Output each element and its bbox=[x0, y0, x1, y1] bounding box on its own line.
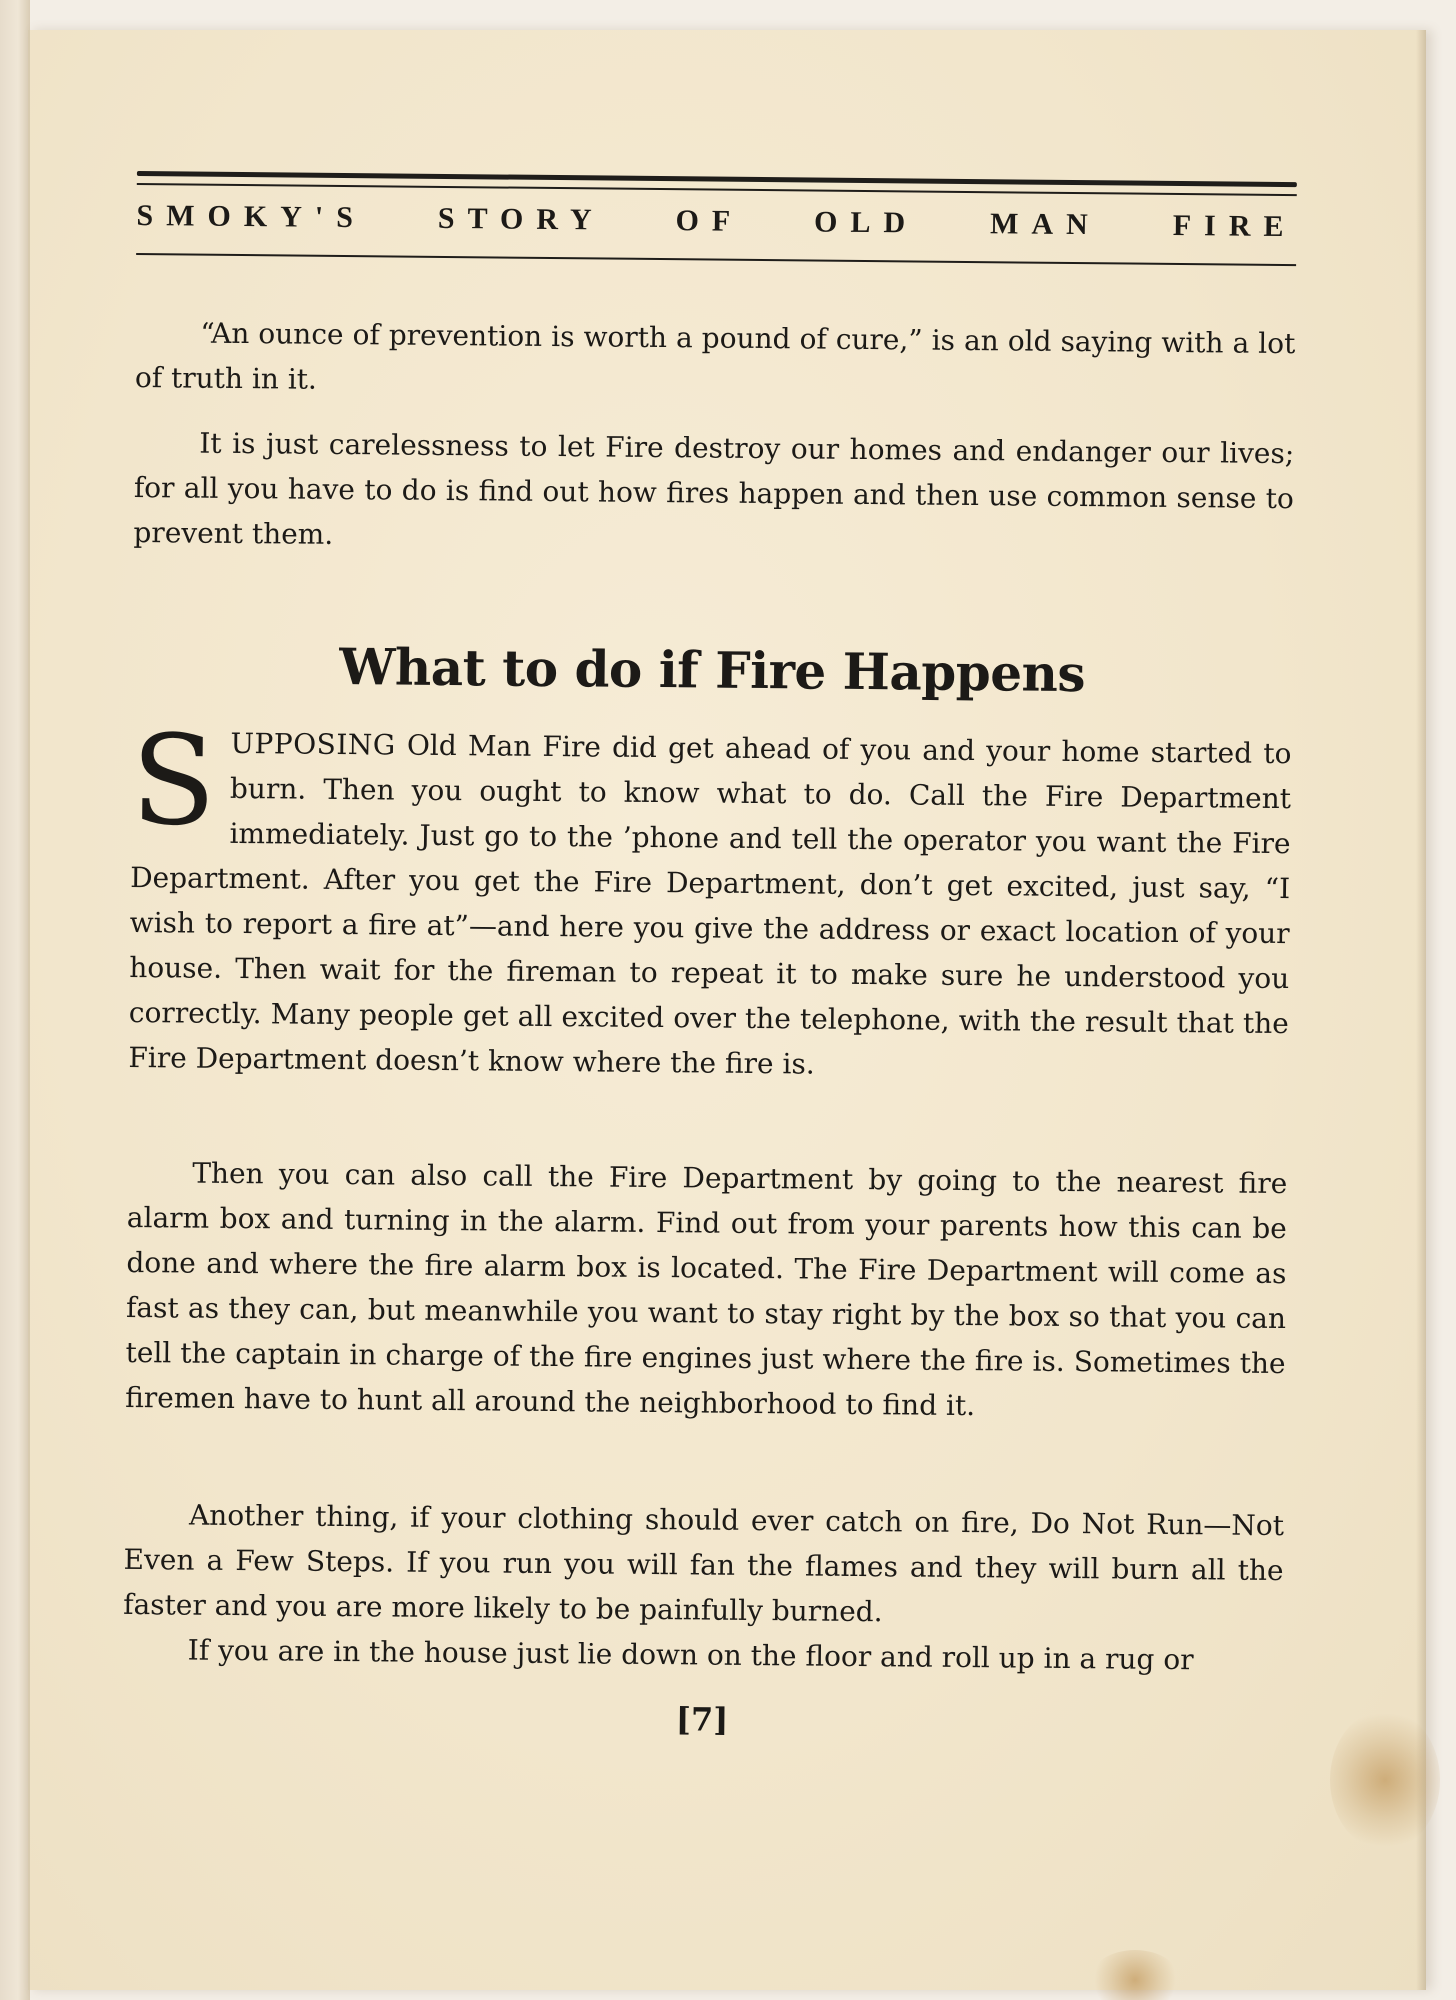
water-stain bbox=[1330, 1710, 1440, 1850]
body-paragraph-2: Then you can also call the Fire Department by going to the nearest fire alarm box and turning in the alarm. Find out from your parents how this can be done and where the fire alarm box is located. The Fire Department will come as fast as they can, but meanwhile you want to stay right by the box so that you can tell the captain in charge of the fire engines just where the fire is. Sometimes the firemen have to hunt all around the neighborhood to find it. bbox=[125, 1156, 1288, 1423]
drop-cap: S bbox=[130, 708, 217, 854]
page-edge-shadow bbox=[1416, 30, 1426, 1990]
page-number: [7] bbox=[675, 1700, 729, 1739]
intro-paragraph-2: It is just carelessness to let Fire destroy our homes and endanger our lives; for all you have to do is find out how fires happen and then use common sense to prevent them. bbox=[133, 426, 1295, 551]
body-paragraph-4: If you are in the house just lie down on the floor and roll up in a rug or bbox=[187, 1633, 1194, 1677]
body-paragraph-1 bbox=[128, 708, 1292, 1091]
body-paragraph-3: Another thing, if your clothing should ever catch on fire, Do Not Run—Not Even a Few Steps. If you run you will fan the flames and they will burn all the faster and you are more likely to be painfully burned. bbox=[123, 1498, 1285, 1629]
header-rule-bottom bbox=[136, 253, 1296, 266]
booklet-page bbox=[28, 30, 1426, 1990]
water-stain bbox=[1090, 1950, 1180, 2000]
running-title: SMOKY'S STORY OF OLD MAN FIRE bbox=[136, 198, 1297, 244]
running-header bbox=[136, 165, 1297, 306]
facing-page-edge bbox=[0, 0, 30, 2000]
intro-paragraph-1: “An ounce of prevention is worth a pound of cure,” is an old saying with a lot of truth in it. bbox=[134, 316, 1296, 396]
lead-caps: UPPOSING bbox=[230, 726, 396, 762]
paragraph-1-text: Old Man Fire did get ahead of you and your home started to burn. Then you ought to know what to do. Call the Fire Department immediately. Just go to the ’phone and tell the operator you want the Fire Department. After you get the Fire Department, don’t get excited, just say, “I wish to report a fire at”—and here you give the address or exact location of your house. Then wait for the fireman to repeat it to make sure he understood you correctly. Many people get all excited over the telephone, with the result that the Fire Department doesn’t know where the fire is. bbox=[128, 728, 1292, 1081]
text-block bbox=[123, 165, 1297, 1739]
section-heading: What to do if Fire Happens bbox=[338, 636, 1086, 704]
